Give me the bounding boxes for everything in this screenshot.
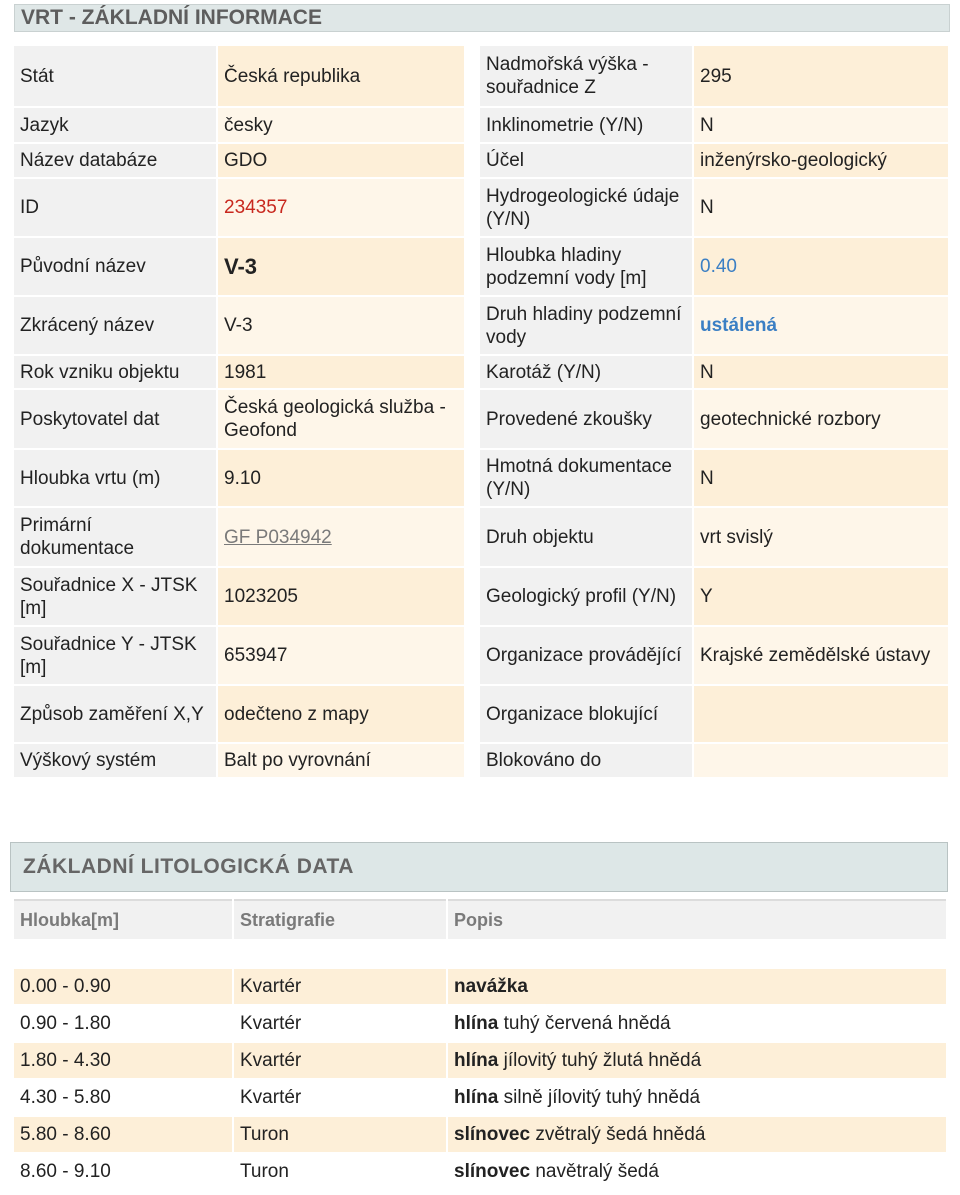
value-hloubka-vrtu: 9.10 [218, 450, 464, 506]
lito-stratigraphy: Turon [234, 1154, 446, 1189]
column-header-hloubka[interactable]: Hloubka[m] [14, 899, 232, 939]
lito-table-body [14, 969, 946, 1189]
value-hmotna-dokumentace: N [694, 450, 948, 506]
field-label: Karotáž (Y/N) [480, 356, 692, 388]
lito-rock-properties: tuhý červená hnědá [503, 1013, 671, 1034]
basic-info-table [14, 46, 948, 777]
value-provedene-zkousky: geotechnické rozbory [694, 390, 948, 448]
lito-description [448, 969, 946, 1004]
lito-stratigraphy: Kvartér [234, 1043, 446, 1078]
value-primarni-dokumentace [218, 508, 464, 566]
value-puvodni-nazev: V-3 [218, 238, 464, 295]
field-label: Zkrácený název [14, 297, 216, 354]
field-label: Nadmořská výška - souřadnice Z [480, 46, 692, 106]
primarni-dokumentace-link[interactable]: GF P034942 [224, 526, 332, 548]
field-label: Jazyk [14, 108, 216, 142]
lito-stratigraphy: Kvartér [234, 969, 446, 1004]
value-zkraceny-nazev: V-3 [218, 297, 464, 354]
lito-rock-properties: jílovitý tuhý žlutá hnědá [503, 1050, 702, 1071]
lito-depth: 4.30 - 5.80 [14, 1080, 232, 1115]
column-spacer [466, 508, 478, 566]
lito-stratigraphy: Kvartér [234, 1006, 446, 1041]
column-spacer [466, 627, 478, 684]
field-label: Poskytovatel dat [14, 390, 216, 448]
value-druh-objektu: vrt svislý [694, 508, 948, 566]
field-label: Účel [480, 144, 692, 177]
column-spacer [466, 238, 478, 295]
field-label: Hmotná dokumentace (Y/N) [480, 450, 692, 506]
field-label: Blokováno do [480, 744, 692, 777]
lito-rock-name: hlína [454, 1087, 499, 1108]
field-label: Hloubka hladiny podzemní vody [m] [480, 238, 692, 295]
lito-depth: 1.80 - 4.30 [14, 1043, 232, 1078]
value-nadmorska-vyska: 295 [694, 46, 948, 106]
field-label: Souřadnice X - JTSK [m] [14, 568, 216, 625]
value-nazev-databaze: GDO [218, 144, 464, 177]
field-label: Název databáze [14, 144, 216, 177]
value-geologicky-profil: Y [694, 568, 948, 625]
value-inklinometrie: N [694, 108, 948, 142]
field-label: Provedené zkoušky [480, 390, 692, 448]
field-label: Organizace provádějící [480, 627, 692, 684]
column-spacer [466, 686, 478, 742]
lito-rock-name: navážka [454, 976, 528, 997]
lito-description [448, 1117, 946, 1152]
lito-rock-properties: silně jílovitý tuhý hnědá [503, 1087, 701, 1108]
value-organizace-provadejici: Krajské zemědělské ústavy [694, 627, 948, 684]
value-ucel: inženýrsko-geologický [694, 144, 948, 177]
field-label: Druh objektu [480, 508, 692, 566]
field-label: Způsob zaměření X,Y [14, 686, 216, 742]
value-rok-vzniku: 1981 [218, 356, 464, 388]
field-label: Souřadnice Y - JTSK [m] [14, 627, 216, 684]
value-stat: Česká republika [218, 46, 464, 106]
section-title-litologicka-data: ZÁKLADNÍ LITOLOGICKÁ DATA [10, 842, 948, 892]
column-spacer [466, 179, 478, 236]
field-label: Původní název [14, 238, 216, 295]
column-spacer [466, 744, 478, 777]
lito-depth: 5.80 - 8.60 [14, 1117, 232, 1152]
field-label: Organizace blokující [480, 686, 692, 742]
field-label: Druh hladiny podzemní vody [480, 297, 692, 354]
value-zpusob-zamereni: odečteno z mapy [218, 686, 464, 742]
column-spacer [466, 46, 478, 106]
lito-stratigraphy: Kvartér [234, 1080, 446, 1115]
field-label: Stát [14, 46, 216, 106]
lito-rock-name: hlína [454, 1013, 499, 1034]
value-id: 234357 [218, 179, 464, 236]
value-jazyk: česky [218, 108, 464, 142]
column-spacer [466, 356, 478, 388]
value-karotaz: N [694, 356, 948, 388]
lito-rock-properties: navětralý šedá [535, 1161, 659, 1182]
value-souradnice-x: 1023205 [218, 568, 464, 625]
field-label: Hloubka vrtu (m) [14, 450, 216, 506]
lito-description [448, 1043, 946, 1078]
value-vyskovy-system: Balt po vyrovnání [218, 744, 464, 777]
field-label: Rok vzniku objektu [14, 356, 216, 388]
field-label: Výškový systém [14, 744, 216, 777]
lito-description [448, 1154, 946, 1189]
value-souradnice-y: 653947 [218, 627, 464, 684]
column-spacer [466, 297, 478, 354]
value-organizace-blokujici [694, 686, 948, 742]
lito-rock-name: slínovec [454, 1124, 531, 1145]
value-hloubka-hladiny: 0.40 [694, 238, 948, 295]
column-header-stratigrafie[interactable]: Stratigrafie [234, 899, 446, 939]
column-spacer [466, 568, 478, 625]
field-label: Inklinometrie (Y/N) [480, 108, 692, 142]
lito-rock-properties: zvětralý šedá hnědá [535, 1124, 706, 1145]
field-label: ID [14, 179, 216, 236]
column-spacer [466, 390, 478, 448]
lito-description [448, 1006, 946, 1041]
lito-depth: 0.00 - 0.90 [14, 969, 232, 1004]
lito-stratigraphy: Turon [234, 1117, 446, 1152]
value-blokovano-do [694, 744, 948, 777]
column-spacer [466, 108, 478, 142]
field-label: Primární dokumentace [14, 508, 216, 566]
field-label: Geologický profil (Y/N) [480, 568, 692, 625]
section-title-zakladni-informace: VRT - ZÁKLADNÍ INFORMACE [14, 4, 950, 32]
lito-depth: 0.90 - 1.80 [14, 1006, 232, 1041]
value-druh-hladiny: ustálená [694, 297, 948, 354]
lito-rock-name: hlína [454, 1050, 499, 1071]
column-header-popis[interactable]: Popis [448, 899, 946, 939]
lito-description [448, 1080, 946, 1115]
column-spacer [466, 450, 478, 506]
lito-rock-name: slínovec [454, 1161, 531, 1182]
lito-column-headers [14, 899, 946, 939]
column-spacer [466, 144, 478, 177]
lito-depth: 8.60 - 9.10 [14, 1154, 232, 1189]
value-hydrogeologicke-udaje: N [694, 179, 948, 236]
field-label: Hydrogeologické údaje (Y/N) [480, 179, 692, 236]
value-poskytovatel: Česká geologická služba - Geofond [218, 390, 464, 448]
